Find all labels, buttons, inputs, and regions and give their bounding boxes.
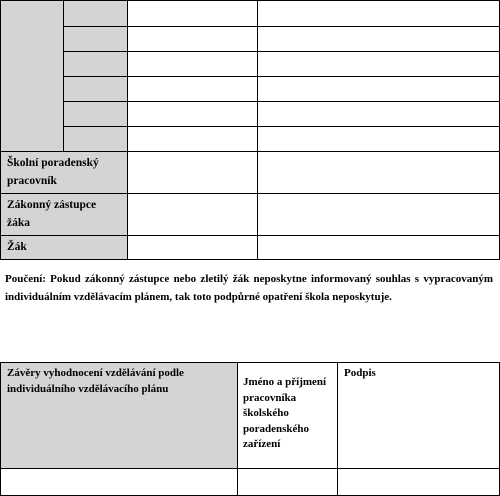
signature-cell	[257, 51, 500, 77]
signature-cell	[257, 151, 500, 194]
name-cell	[127, 51, 258, 77]
sub-label-cell	[63, 76, 128, 102]
row-label-cell	[0, 151, 128, 194]
signature-cell	[257, 101, 500, 127]
name-header: Jméno a příjmení pracovníka školského poradenského zařízení	[243, 376, 327, 450]
conclusions-header-cell	[0, 362, 238, 469]
signature-cell	[257, 126, 500, 152]
row-label-cell	[0, 193, 128, 236]
row-label-cell	[0, 235, 128, 260]
name-cell	[127, 26, 258, 52]
signature-cell	[257, 235, 500, 260]
signature-cell	[257, 0, 500, 27]
merged-label-cell	[0, 0, 64, 152]
conclusions-header: Závěry vyhodnocení vzdělávání podle individuálního vzdělávacího plánu	[7, 367, 184, 395]
name-cell	[127, 101, 258, 127]
name-header-cell	[237, 362, 338, 469]
name-cell	[127, 235, 258, 260]
row-label-school-counselor: Školní poradenský pracovník	[7, 157, 99, 187]
sub-label-cell	[63, 51, 128, 77]
name-cell	[127, 0, 258, 27]
sub-label-cell	[63, 26, 128, 52]
row-label-pupil: Žák	[7, 241, 27, 253]
sub-label-cell	[63, 101, 128, 127]
signature-cell	[257, 26, 500, 52]
row-label-legal-guardian: Zákonný zástupce žáka	[7, 199, 97, 229]
signature-header: Podpis	[344, 367, 376, 379]
signature-cell	[257, 76, 500, 102]
signature-cell	[337, 468, 500, 496]
signature-cell	[257, 193, 500, 236]
name-cell	[127, 193, 258, 236]
sub-label-cell	[63, 0, 128, 27]
name-cell	[127, 126, 258, 152]
name-cell	[237, 468, 338, 496]
sub-label-cell	[63, 126, 128, 152]
name-cell	[127, 76, 258, 102]
signature-header-cell	[337, 362, 500, 469]
consent-notice: Poučení: Pokud zákonný zástupce nebo zletilý žák neposkytne informovaný souhlas s vypracovaným individuálním vzdělávacím plánem, tak toto podpůrné opatření škola neposkytuje.	[5, 273, 493, 303]
conclusions-cell	[0, 468, 238, 496]
name-cell	[127, 151, 258, 194]
